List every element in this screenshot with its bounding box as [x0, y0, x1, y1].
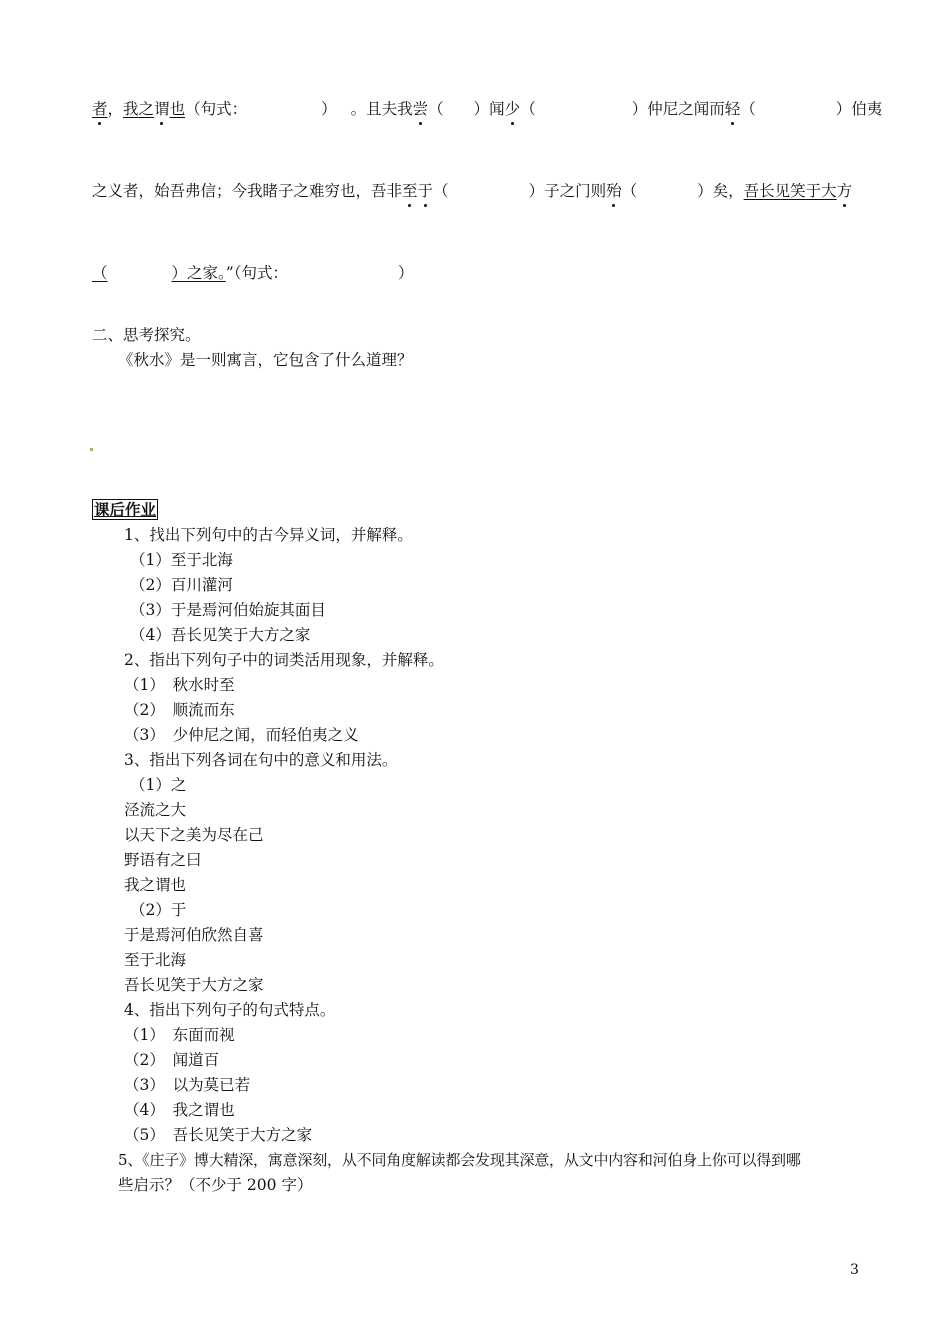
- dotted-word: 轻: [724, 100, 741, 118]
- list-item: 4、指出下列句子的句式特点。: [124, 1001, 336, 1019]
- list-item: （1） 秋水时至: [124, 676, 235, 694]
- question-5-line-2: 些启示？（不少于 200 字）: [118, 1176, 313, 1194]
- homework-title: 课后作业: [94, 500, 157, 519]
- list-item: 3、指出下列各词在句中的意义和用法。: [124, 751, 398, 769]
- list-item: 泾流之大: [124, 801, 187, 819]
- dotted-word: 尝: [412, 100, 429, 118]
- list-item: （3） 少仲尼之闻，而轻伯夷之义: [124, 726, 359, 744]
- list-item: 于是焉河伯欣然自喜: [124, 926, 264, 944]
- list-item: 以天下之美为尽在己: [124, 826, 264, 844]
- list-item: （4） 我之谓也: [124, 1101, 235, 1119]
- list-item: （5） 吾长见笑于大方之家: [124, 1126, 313, 1144]
- list-item: （2） 顺流而东: [124, 701, 235, 719]
- dotted-word: 于: [417, 182, 434, 200]
- list-item: 我之谓也: [124, 876, 187, 894]
- underlined-phrase: 吾长见笑于大方: [743, 182, 853, 200]
- list-item: （3） 以为莫已若: [124, 1076, 251, 1094]
- list-item: （2）于: [130, 901, 187, 919]
- dotted-word: 少: [504, 100, 521, 118]
- list-item: （2）百川灌河: [130, 576, 233, 594]
- list-item: （1） 东面而视: [124, 1026, 235, 1044]
- list-item: （2） 闻道百: [124, 1051, 220, 1069]
- page-number: 3: [850, 1262, 859, 1278]
- list-item: 至于北海: [124, 951, 187, 969]
- underlined-phrase: （ ）之家。: [92, 264, 226, 282]
- text-line-3: （ ）之家。”（句式： ）: [92, 264, 414, 282]
- section-heading: 二、思考探究。: [92, 326, 201, 344]
- text-line-1: 者，我之谓也（句式： ） 。且夫我尝（ ）闻少（ ）仲尼之闻而轻（ ）伯夷: [92, 100, 883, 118]
- list-item: （1）之: [130, 776, 187, 794]
- list-item: 野语有之曰: [124, 851, 202, 869]
- underlined-phrase: 我之谓也: [123, 100, 186, 118]
- list-item: （1）至于北海: [130, 551, 233, 569]
- dotted-word: 殆: [606, 182, 622, 200]
- list-item: （3）于是焉河伯始旋其面目: [130, 601, 326, 619]
- list-item: 2、指出下列句子中的词类活用现象，并解释。: [124, 651, 444, 669]
- question-text: 《秋水》是一则寓言，它包含了什么道理？: [118, 351, 413, 369]
- stray-mark: [90, 448, 93, 451]
- list-item: （4）吾长见笑于大方之家: [130, 626, 311, 644]
- underlined-word: 者: [92, 100, 108, 118]
- list-item: 1、找出下列句中的古今异义词，并解释。: [124, 526, 413, 544]
- dotted-word: 至: [402, 182, 418, 200]
- list-item: 吾长见笑于大方之家: [124, 976, 264, 994]
- text-line-2: 之义者，始吾弗信；今我睹子之难穷也，吾非至于（ ）子之门则殆（ ）矣，吾长见笑于大方: [92, 182, 853, 200]
- question-5-line-1: 5、《庄子》博大精深，寓意深刻，从不同角度解读都会发现其深意，从文中内容和河伯身上你可以得到哪: [118, 1151, 801, 1169]
